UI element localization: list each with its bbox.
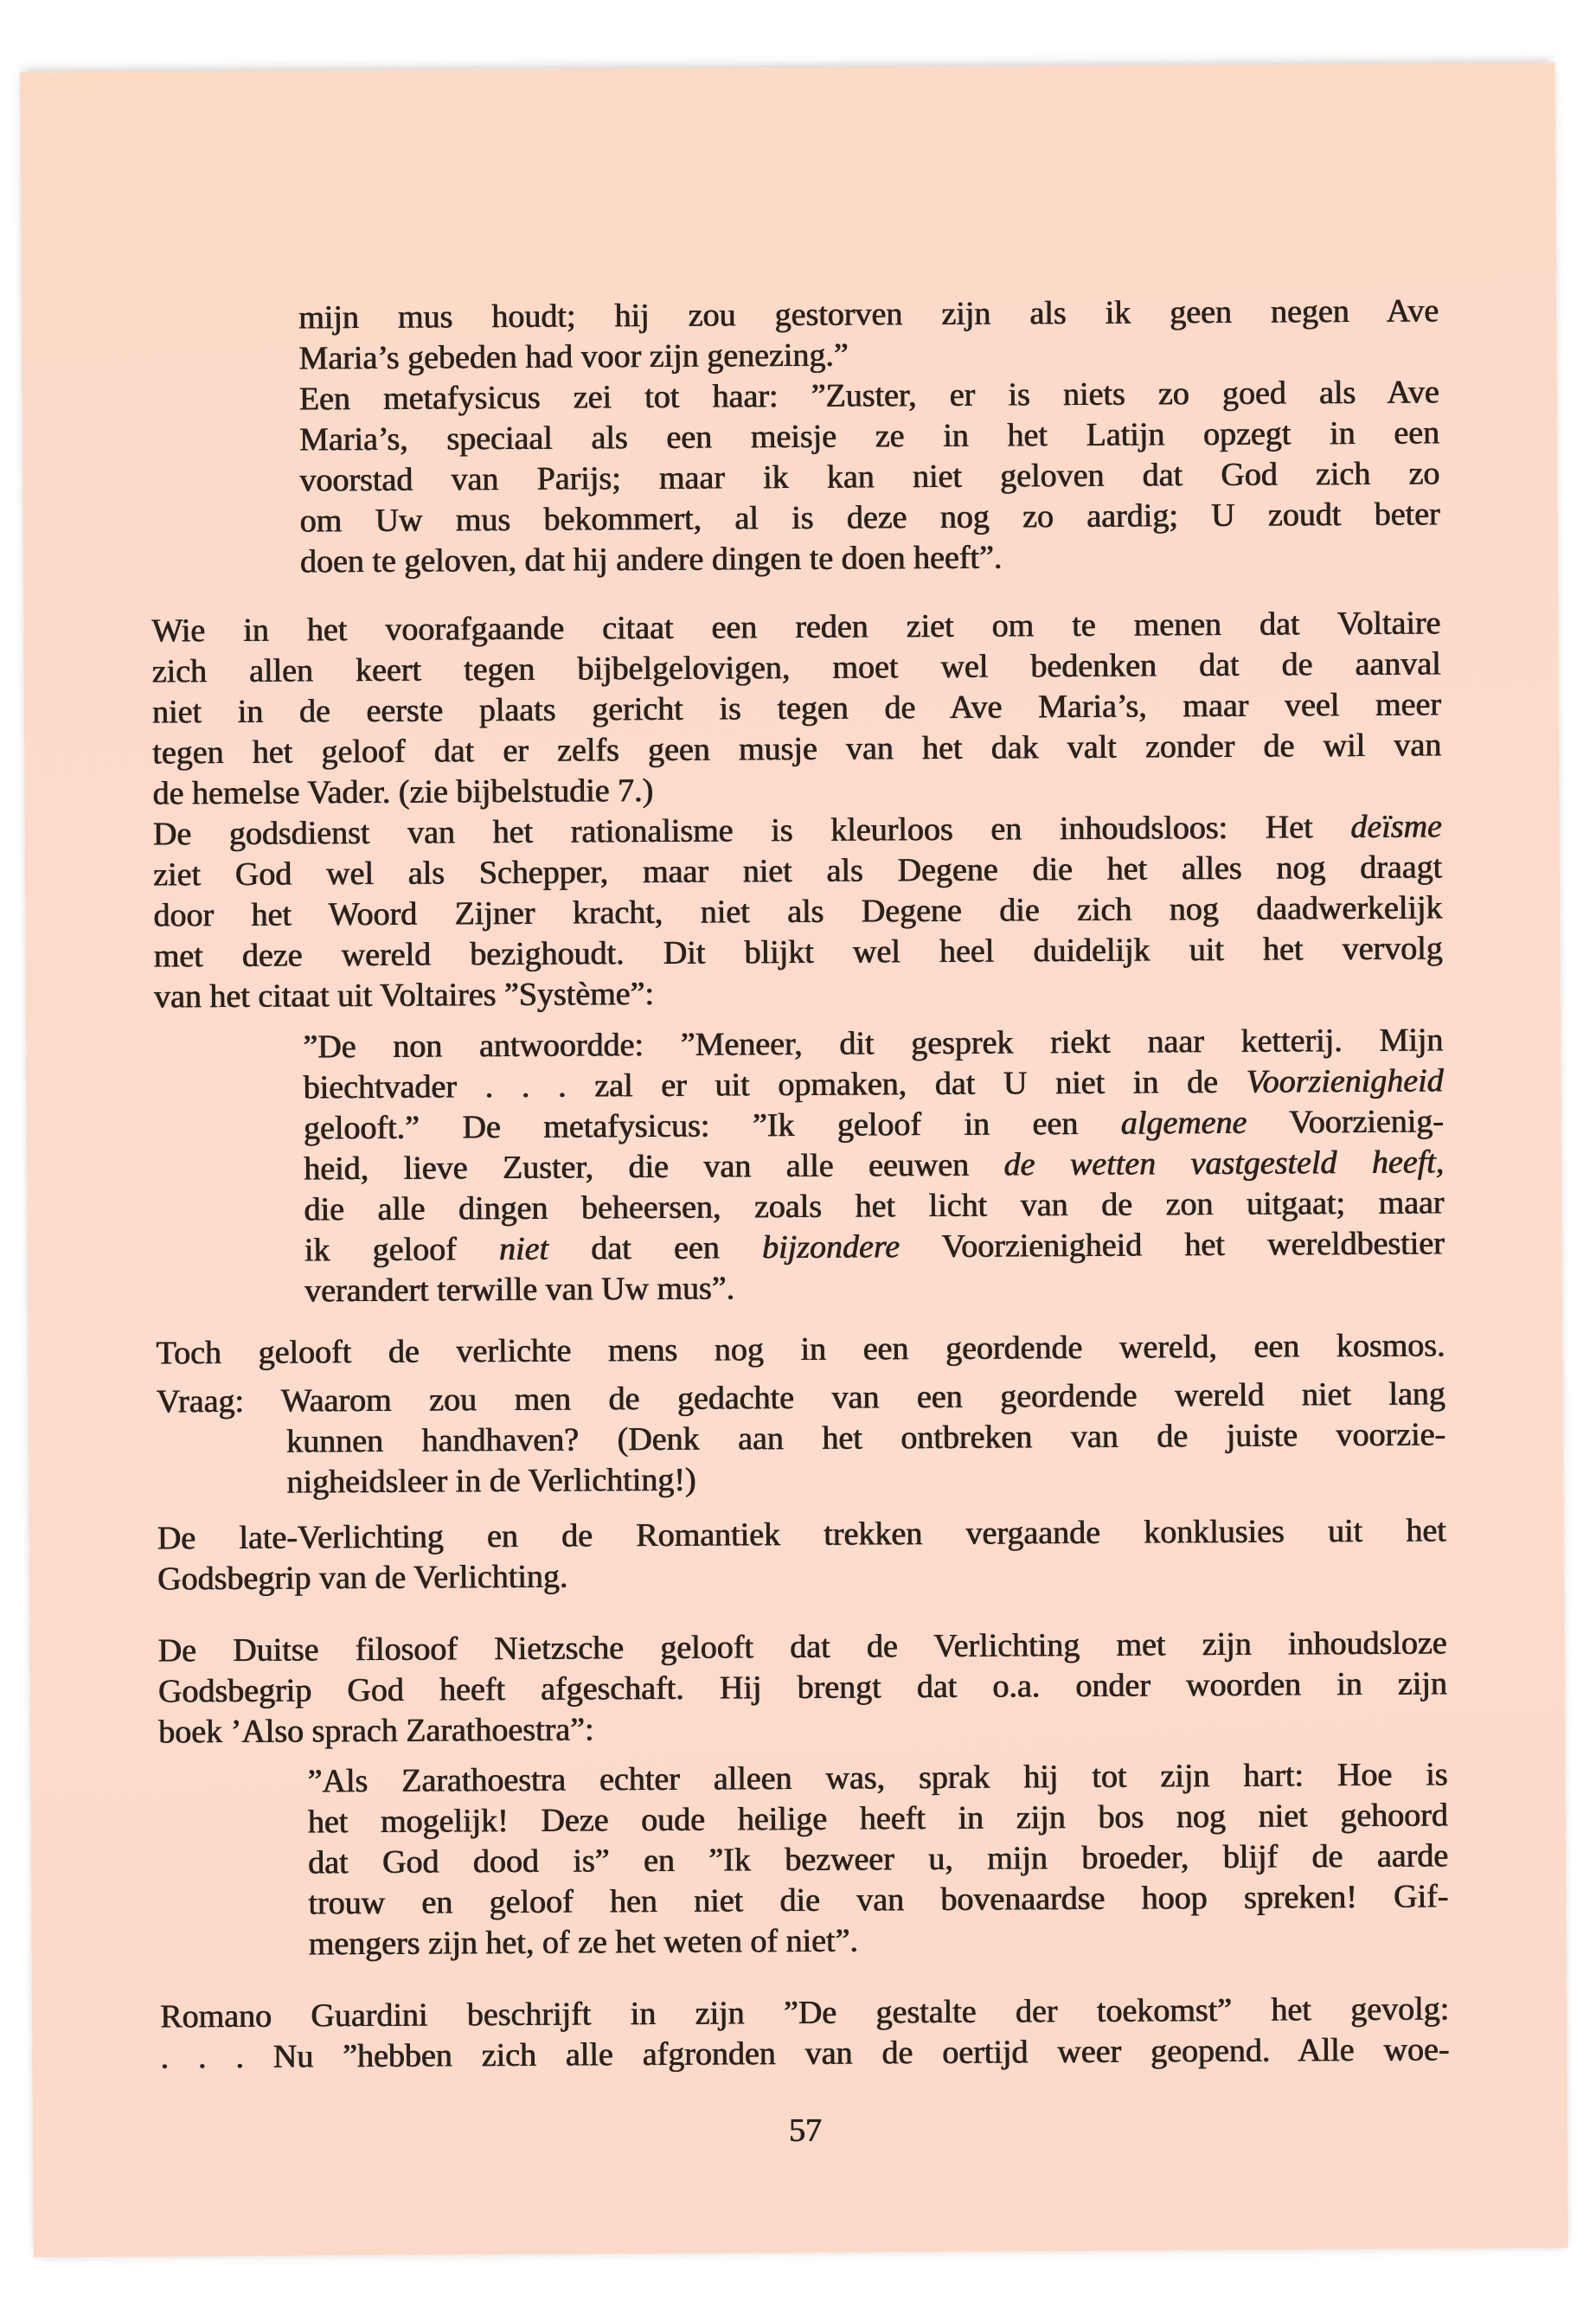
page-number: 57 bbox=[788, 2112, 822, 2150]
text-line: biechtvader . . . zal er uit opmaken, dat U niet in de Voorzienigheid bbox=[303, 1062, 1444, 1106]
text-line: trouw en geloof hen niet die van bovenaardse hoop spreken! Gif- bbox=[308, 1878, 1449, 1922]
text-line: zich allen keert tegen bijbelgelovigen, moet wel bedenken dat de aanval bbox=[151, 645, 1441, 690]
text-line: dat God dood is” en ”Ik bezweer u, mijn broeder, blijf de aarde bbox=[307, 1837, 1449, 1881]
text-line: met deze wereld bezighoudt. Dit blijkt wel heel duidelijk uit het vervolg bbox=[153, 930, 1443, 975]
quote-paragraph bbox=[154, 1020, 1445, 1312]
paragraph bbox=[157, 1623, 1447, 1753]
text-line: nigheidsleer in de Verlichting!) bbox=[286, 1461, 696, 1501]
text-line: doen te geloven, dat hij andere dingen te doen heeft”. bbox=[299, 539, 1003, 580]
text-line: door het Woord Zijner kracht, niet als Degene die zich nog daadwerkelijk bbox=[153, 889, 1443, 934]
text-line: om Uw mus bekommert, al is deze nog zo aardig; U zoudt beter bbox=[299, 496, 1440, 540]
text-line: Toch gelooft de verlichte mens nog in een geordende wereld, een kosmos. bbox=[156, 1327, 1445, 1372]
paragraph bbox=[156, 1325, 1445, 1374]
text-line: . . . Nu ”hebben zich alle afgronden van de oertijd weer geopend. Alle woe- bbox=[160, 2031, 1450, 2076]
text-line: Maria’s, speciaal als een meisje ze in het Latijn opzegt in een bbox=[298, 414, 1440, 458]
text-line: niet in de eerste plaats gericht is tegen de Ave Maria’s, maar veel meer bbox=[151, 686, 1441, 731]
text-line: verandert terwille van Uw mus”. bbox=[304, 1270, 735, 1310]
paragraph bbox=[157, 1374, 1446, 1503]
text-line: die alle dingen beheersen, zoals het licht van de zon uitgaat; maar bbox=[304, 1184, 1445, 1228]
text-blocks bbox=[150, 291, 1450, 2078]
text-line: De godsdienst van het rationalisme is kleurloos en inhoudsloos: Het deïsme bbox=[152, 808, 1442, 853]
text-line: kunnen handhaven? (Denk aan het ontbreken van de juiste voorzie- bbox=[285, 1416, 1446, 1460]
text-line: gelooft.” De metafysicus: ”Ik geloof in een algemene Voorzienig- bbox=[303, 1103, 1444, 1147]
text-line: Godsbegrip God heeft afgeschaft. Hij brengt dat o.a. onder woorden in zijn bbox=[157, 1665, 1447, 1710]
paragraph bbox=[160, 1989, 1450, 2078]
text-line: van het citaat uit Voltaires ”Système”: bbox=[153, 975, 654, 1016]
text-line: het mogelijk! Deze oude heilige heeft in zijn bos nog niet gehoord bbox=[307, 1797, 1448, 1841]
quote-paragraph bbox=[158, 1754, 1448, 1965]
text-line: mijn mus houdt; hij zou gestorven zijn als ik geen negen Ave bbox=[298, 292, 1439, 336]
quote-paragraph bbox=[150, 291, 1440, 583]
text-line: ”De non antwoordde: ”Meneer, dit gesprek riekt naar ketterij. Mijn bbox=[303, 1022, 1444, 1066]
text-line: De Duitse filosoof Nietzsche gelooft dat de Verlichting met zijn inhoudsloze bbox=[157, 1625, 1447, 1670]
text-line: voorstad van Parijs; maar ik kan niet geloven dat God zich zo bbox=[299, 455, 1440, 499]
text-line: Maria’s gebeden had voor zijn genezing.” bbox=[298, 336, 849, 377]
paragraph bbox=[157, 1510, 1447, 1599]
text-line: Een metafysicus zei tot haar: ”Zuster, er is niets zo goed als Ave bbox=[298, 374, 1439, 418]
text-line: ziet God wel als Schepper, maar niet als Degene die het alles nog draagt bbox=[152, 849, 1443, 894]
text-line: boek ’Also sprach Zarathoestra”: bbox=[157, 1711, 594, 1751]
text-line: ik geloof niet dat een bijzondere Voorzienigheid het wereldbestier bbox=[304, 1225, 1445, 1269]
text-line: De late-Verlichting en de Romantiek trekken vergaande konklusies uit het bbox=[157, 1512, 1446, 1557]
text-line: heid, lieve Zuster, die van alle eeuwen de wetten vastgesteld heeft, bbox=[303, 1144, 1445, 1188]
text-line: Vraag: Waarom zou men de gedachte van een geordende wereld niet lang bbox=[156, 1375, 1445, 1420]
paragraph bbox=[151, 603, 1443, 1017]
text-line: tegen het geloof dat er zelfs geen musje van het dak valt zonder de wil van bbox=[151, 727, 1442, 772]
text-line: Romano Guardini beschrijft in zijn ”De gestalte der toekomst” het gevolg: bbox=[159, 1990, 1450, 2035]
text-column bbox=[150, 291, 1450, 2155]
text-line: mengers zijn het, of ze het weten of niet”. bbox=[308, 1922, 858, 1963]
text-line: Wie in het voorafgaande citaat een reden ziet om te menen dat Voltaire bbox=[151, 605, 1441, 650]
text-line: Godsbegrip van de Verlichting. bbox=[157, 1558, 568, 1598]
text-line: ”Als Zarathoestra echter alleen was, sprak hij tot zijn hart: Hoe is bbox=[307, 1756, 1448, 1800]
book-page bbox=[20, 63, 1567, 2258]
text-line: de hemelse Vader. (zie bijbelstudie 7.) bbox=[152, 772, 654, 812]
